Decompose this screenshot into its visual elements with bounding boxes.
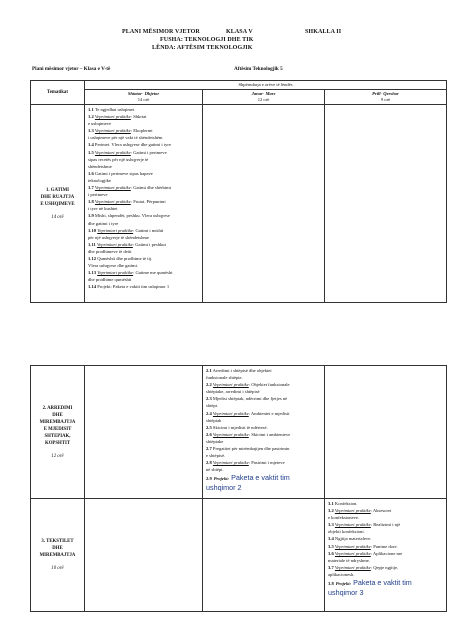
lesson-continuation: dhe prodhimeve të detit: [88, 248, 132, 254]
lesson-line: [85, 191, 202, 198]
subject-hours: Aftësim Teknologjik 5: [234, 66, 283, 72]
lesson-continuation: i ushqimeve për një vakt të shëndetshëm: [88, 135, 163, 141]
lesson-continuation: e shtëpisë.: [206, 453, 226, 459]
lesson-line: [85, 276, 202, 283]
lesson-number: 1.12: [88, 255, 97, 261]
lessons-cell: [325, 499, 447, 612]
lesson-line: [203, 381, 324, 388]
topic-hours: 12 orë: [51, 453, 64, 459]
lesson-number: 1.1: [88, 107, 94, 112]
lesson-text: Gatimi i perimeve sipas hapave: [94, 170, 153, 176]
lesson-text: : Ambientet e mjedisit: [248, 410, 290, 416]
lesson-number: 3.1: [328, 501, 334, 506]
field-label: FUSHA: TEKNOLOGJI DHE TIK: [160, 37, 254, 43]
lesson-number: 2.3: [206, 396, 212, 402]
distribution-header: Shpërndarja e orëve të lëndës: [85, 81, 447, 90]
practice-label: Veprimtari praktike: [94, 149, 131, 155]
topic-title-line: E MJEDISIT: [43, 426, 72, 432]
lesson-line: [325, 500, 446, 507]
lesson-line: [85, 141, 202, 148]
practice-label: Veprimtari praktike: [334, 522, 371, 528]
lesson-number: 1.3: [88, 128, 94, 134]
subject-label: LËNDA: AFTËSIM TEKNOLOGJIK: [152, 45, 253, 51]
lesson-number: 1.6: [88, 170, 94, 176]
lesson-continuation: objekti konfeksioni.: [328, 529, 365, 535]
project-label: Projekt:: [335, 581, 352, 587]
empty-cell: [85, 499, 203, 612]
lesson-number: 2.4: [206, 410, 212, 416]
document-title: PLANI MËSIMOR VJETOR: [122, 29, 200, 35]
lesson-line: [325, 571, 446, 578]
lesson-number: 1.4: [88, 142, 94, 148]
lesson-text: : Gatimi i peshkut: [132, 241, 166, 247]
lesson-line: [85, 106, 202, 113]
lesson-number: 2.6: [206, 431, 212, 437]
lesson-text: : Frutat. Përpunimi: [130, 199, 166, 205]
lesson-text: Arredimi i shtëpisë dhe objektet: [212, 368, 272, 373]
lesson-line: [85, 198, 202, 205]
period-header: Prill- Qershor 9 orë: [325, 90, 447, 105]
lesson-line: [85, 113, 202, 120]
topic-title-line: E USHQIMEVE: [40, 201, 75, 207]
lesson-line: [85, 212, 202, 219]
empty-cell: [85, 366, 203, 499]
lesson-line: [203, 374, 324, 381]
lesson-line: [203, 473, 324, 483]
lesson-text: Pregatitet për mirëmbajtjen dhe pastrimin: [212, 446, 290, 452]
lesson-text: : Gatimi dhe shërbimi: [130, 185, 171, 191]
lesson-line: [325, 507, 446, 514]
school-level: SHKALLA II: [305, 29, 342, 35]
lesson-line: [325, 564, 446, 571]
topic-title-line: 3. TEKSTILET: [41, 539, 74, 544]
lesson-continuation: aplikacionesh.: [328, 571, 355, 577]
lesson-number: 2.8: [206, 460, 212, 466]
empty-cell: [203, 499, 325, 612]
project-label: Projekt:: [213, 476, 230, 482]
lesson-continuation: dhe gatimi i tyre: [88, 220, 119, 226]
plan-label: Plani mësimor vjetor – Klasa e V-të: [32, 66, 111, 72]
lesson-line: [85, 262, 202, 269]
lesson-number: 3.2: [328, 508, 334, 514]
lesson-line: [203, 424, 324, 431]
topic-column-header: Tematikat: [31, 81, 85, 105]
lesson-line: [85, 255, 202, 262]
lesson-text: : Ekoplermi: [130, 128, 153, 134]
lesson-number: 3.6: [328, 550, 334, 556]
lesson-line: [85, 227, 202, 234]
lesson-text: : Objektet funksionale: [248, 382, 290, 388]
lessons-cell: [203, 366, 325, 499]
lesson-line: [85, 177, 202, 184]
lesson-text: : Skicimi i ambienteve: [248, 431, 291, 437]
lesson-line: [85, 120, 202, 127]
lesson-continuation: teknologjike: [88, 177, 111, 183]
lesson-number: 3.4: [328, 536, 334, 542]
practice-label: Veprimtari praktike: [212, 382, 249, 388]
practice-label: Veprimtari praktike: [94, 114, 131, 120]
lesson-line: [325, 543, 446, 550]
project-title-continuation: ushqimor 3: [328, 588, 364, 598]
period-header: Janar- Mars 12 orë: [203, 90, 325, 105]
lesson-number: 1.10: [88, 227, 97, 233]
lesson-line: [85, 184, 202, 191]
lesson-number: 3.8: [328, 581, 334, 587]
lesson-number: 1.8: [88, 199, 94, 205]
lesson-line: [325, 550, 446, 557]
practice-label: Veprimtari praktike: [97, 270, 134, 276]
lesson-line: [85, 170, 202, 177]
lesson-text: Mjedisi shtëpiak, ndërrimi dhe fjetjes në: [212, 396, 288, 402]
project-title-continuation: ushqimor 2: [206, 483, 242, 493]
lesson-number: 2.7: [206, 446, 212, 452]
practice-label: Veprimtari praktike: [212, 460, 249, 466]
lesson-continuation: Vlera ushqyese dhe gatimi.: [88, 263, 139, 269]
lesson-line: [203, 445, 324, 452]
practice-label: Veprimtari praktike: [334, 550, 371, 556]
lesson-line: [203, 459, 324, 466]
lesson-continuation: e ushqimeve: [88, 121, 112, 127]
practice-label: Veprimtari praktike: [334, 508, 371, 514]
topic-hours: 14 orë: [51, 214, 64, 220]
empty-cell: [325, 105, 447, 303]
topic-title-line: 2. ARREDIMI: [42, 405, 73, 411]
project-title: Paketa e vaktit tim: [353, 578, 412, 588]
lesson-text: : Realizimi i një: [370, 522, 401, 528]
lesson-continuation: e konfeksioneve.: [328, 515, 360, 521]
lesson-line: [85, 283, 202, 290]
lessons-cell: [85, 105, 203, 303]
practice-label: Veprimtari praktike: [212, 431, 249, 437]
lesson-continuation: për një ushqyerje të shëndetshme: [88, 234, 149, 240]
lesson-number: 3.7: [328, 564, 334, 570]
lesson-number: 3.5: [328, 543, 334, 549]
lesson-number: 1.13: [88, 270, 97, 276]
lesson-text: : Qepje ngjitje,: [370, 564, 399, 570]
topic-cell: [31, 366, 85, 499]
lesson-continuation: dhe prodhime qumështi: [88, 277, 132, 283]
lesson-line: [85, 248, 202, 255]
lesson-number: 1.5: [88, 149, 94, 155]
practice-label: Veprimtari praktike: [94, 185, 131, 191]
lesson-text: Skicimi i mjedisit të ndërtesë.: [212, 424, 268, 430]
topic-cell: [31, 499, 85, 612]
lesson-number: 1.14: [88, 284, 97, 290]
lesson-line: [203, 417, 324, 424]
class-label: KLASA V: [226, 29, 253, 35]
lesson-line: [325, 535, 446, 542]
lesson-line: [85, 134, 202, 141]
practice-label: Veprimtari praktike: [334, 543, 371, 549]
lesson-text: Qumështi dhe prodhime të tij.: [97, 255, 153, 261]
lesson-line: [203, 431, 324, 438]
lesson-continuation: materiale të ndryshme.: [328, 557, 370, 563]
lesson-number: 2.9: [206, 476, 212, 482]
topic-title-line: KOPSHTIT: [44, 440, 71, 446]
lesson-line: [85, 163, 202, 170]
practice-label: Veprimtari praktike: [94, 199, 131, 205]
lesson-number: 1.11: [88, 241, 96, 247]
lesson-continuation: i tyre në kushtet: [88, 206, 118, 212]
lesson-line: [325, 514, 446, 521]
lesson-line: [203, 452, 324, 459]
lesson-line: [85, 205, 202, 212]
lesson-number: 2.1: [206, 368, 212, 373]
project-title: Paketa e vaktit tim: [231, 473, 290, 483]
practice-label: Veprimtari praktike: [97, 227, 134, 233]
lesson-line: [325, 521, 446, 528]
lesson-line: [85, 149, 202, 156]
lesson-continuation: funksionale shtëpie.: [206, 375, 243, 381]
practice-label: Veprimtari praktike: [94, 128, 131, 134]
lesson-text: Te ngjedhat ushqimet: [94, 107, 135, 112]
lesson-continuation: shtëpiak: [206, 417, 222, 423]
lesson-line: [325, 578, 446, 588]
lesson-number: 1.9: [88, 213, 94, 219]
lesson-line: [325, 557, 446, 564]
lesson-text: Mishi, shpendët, peshku. Vlera ushqyese: [94, 213, 170, 219]
lesson-line: [85, 127, 202, 134]
lesson-text: : Punime dore.: [370, 543, 398, 549]
lesson-number: 2.2: [206, 382, 212, 388]
lesson-line: [203, 402, 324, 409]
lesson-continuation: shtëpi.: [206, 403, 219, 409]
lesson-text: Projekt: Paketa e vaktit tim ushqimor 1: [97, 284, 170, 290]
lesson-line: [203, 483, 324, 492]
lesson-line: [203, 388, 324, 395]
lesson-line: [325, 588, 446, 597]
topic-title-line: SHTEPIAK,: [44, 433, 71, 439]
practice-label: Veprimtari praktike: [96, 241, 133, 247]
lesson-text: Ngjitja materialeve.: [334, 536, 372, 542]
lesson-continuation: shtëpiake, arredimi i shtëpisë: [206, 389, 260, 395]
lesson-continuation: shtëpiake: [206, 438, 224, 444]
lesson-line: [85, 220, 202, 227]
period-header: Shtator- Dhjetor 14 orë: [85, 90, 203, 105]
practice-label: Veprimtari praktike: [212, 410, 249, 416]
lesson-line: [85, 241, 202, 248]
topic-cell: [31, 105, 85, 303]
practice-label: Veprimtari praktike: [334, 564, 371, 570]
empty-cell: [325, 366, 447, 499]
lesson-text: : Shkrtat: [130, 114, 147, 120]
lesson-line: [85, 156, 202, 163]
lesson-text: : Gatime me qumësht: [133, 270, 173, 276]
lesson-text: : Gatimi i mishit: [133, 227, 164, 233]
empty-cell: [203, 105, 325, 303]
lesson-line: [85, 234, 202, 241]
lesson-number: 1.7: [88, 185, 94, 191]
lesson-continuation: shëndetshme: [88, 163, 112, 169]
topic-title-line: DHE RUAJTJA: [40, 194, 75, 200]
lesson-text: : Pastrimi i mjeteve: [248, 460, 285, 466]
lesson-text: : Aplikacione me: [370, 550, 403, 556]
lesson-number: 2.5: [206, 424, 212, 430]
lesson-continuation: në shtëpi.: [206, 467, 224, 473]
lesson-continuation: i perimeve: [88, 192, 108, 198]
topic-title-line: MIREMBAJTJA: [39, 419, 76, 425]
lesson-line: [203, 410, 324, 417]
lesson-line: [85, 269, 202, 276]
lesson-line: [203, 466, 324, 473]
lesson-text: Konfeksion.: [334, 501, 358, 506]
lesson-text: : Gatimi i perimeve: [130, 149, 167, 155]
topic-hours: 10 orë: [51, 566, 64, 571]
topic-title-line: DHE: [52, 546, 63, 551]
lesson-line: [325, 528, 446, 535]
lesson-text: Perimet. Vlera ushqyese dhe gatimi i tyre: [94, 142, 171, 148]
plan-table-1: [30, 80, 447, 303]
lesson-number: 1.2: [88, 114, 94, 120]
lesson-line: [203, 395, 324, 402]
lesson-line: [203, 367, 324, 374]
topic-title-line: DHE: [52, 412, 63, 418]
lesson-number: 3.3: [328, 522, 334, 528]
lesson-text: : Aksesoret: [370, 508, 392, 514]
topic-title-line: MIREMBAJTJA: [39, 553, 76, 558]
lesson-continuation: sipas recetës për një ushqyerje të: [88, 156, 149, 162]
topic-title-line: 1. GATIMI: [45, 187, 70, 193]
plan-table-2: [30, 365, 447, 612]
lesson-line: [203, 438, 324, 445]
